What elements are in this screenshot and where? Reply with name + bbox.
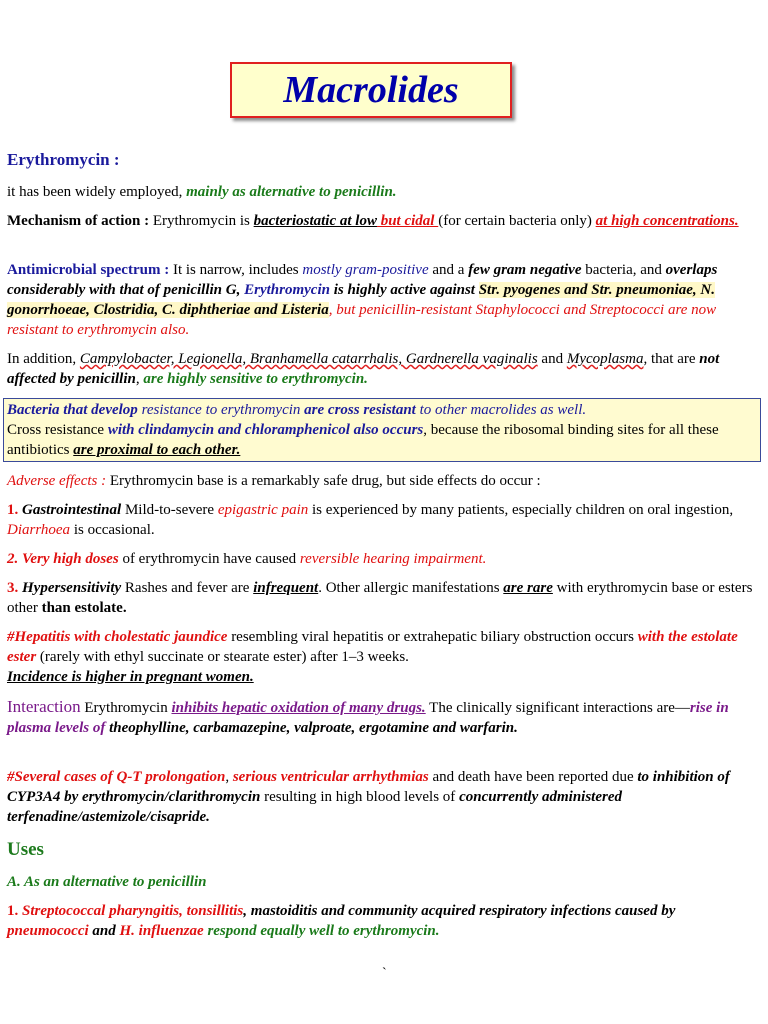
- uses-subheading: A. As an alternative to penicillin: [7, 874, 207, 890]
- adverse-item-2: 2. Very high doses of erythromycin have caused reversible hearing impairment.: [7, 551, 487, 567]
- title-box: [230, 62, 512, 118]
- adverse-item-3: 3. Hypersensitivity Rashes and fever are infrequent. Other allergic manifestations are rare with erythromycin base or esters other than estolate.: [7, 580, 753, 616]
- paragraph-usage: it has been widely employed, mainly as alternative to penicillin.: [7, 184, 397, 200]
- paragraph-addition: In addition, Campylobacter, Legionella, Branhamella catarrhalis, Gardnerella vaginalis and Mycoplasma, that are not affected by penicillin, are highly sensitive to erythromycin.: [7, 351, 720, 387]
- page-title: Macrolides: [283, 69, 459, 111]
- paragraph-hepatitis: #Hepatitis with cholestatic jaundice resembling viral hepatitis or extrahepatic biliary obstruction occurs with the estolate ester (rarely with ethyl succinate or stearate ester) after 1–3 weeks. Incidence is higher in pregnant women.: [7, 629, 738, 685]
- paragraph-spectrum: Antimicrobial spectrum : It is narrow, includes mostly gram-positive and a few gram negative bacteria, and overlaps considerably with that of penicillin G, Erythromycin is highly active against Str. pyogenes and Str. pneumoniae, N. gonorrhoeae, Clostridia, C. diphtheriae and Listeria, but penicillin-resistant Staphylococci and Streptococci are now resistant to erythromycin also.: [7, 262, 718, 338]
- use-item-1: 1. Streptococcal pharyngitis, tonsillitis, mastoiditis and community acquired respiratory infections caused by pneumococci and H. influenzae respond equally well to erythromycin.: [7, 903, 676, 939]
- paragraph-interaction: Interaction Erythromycin inhibits hepatic oxidation of many drugs. The clinically significant interactions are—rise in plasma levels of theophylline, carbamazepine, valproate, ergotamine and warfarin.: [7, 697, 729, 736]
- paragraph-mechanism: Mechanism of action : Erythromycin is bacteriostatic at low but cidal (for certain bacteria only) at high concentrations.: [7, 213, 739, 229]
- uses-heading: Uses: [7, 839, 44, 860]
- paragraph-cross-resistance: Bacteria that develop resistance to erythromycin are cross resistant to other macrolides as well. Cross resistance with clindamycin and chloramphenicol also occurs, because the ribosomal binding sites for all these antibiotics are proximal to each other.: [7, 402, 719, 458]
- adverse-item-1: 1. Gastrointestinal Mild-to-severe epigastric pain is experienced by many patients, especially children on oral ingestion, Diarrhoea is occasional.: [7, 502, 734, 538]
- paragraph-adverse-effects: Adverse effects : Erythromycin base is a remarkably safe drug, but side effects do occur :: [7, 473, 541, 489]
- paragraph-qt-prolongation: #Several cases of Q-T prolongation, serious ventricular arrhythmias and death have been reported due to inhibition of CYP3A4 by erythromycin/clarithromycin resulting in high blood levels of concurrently administered terfenadine/astemizole/cisapride.: [7, 769, 730, 825]
- erythromycin-heading: Erythromycin :: [7, 150, 120, 169]
- footer-mark: `: [382, 966, 387, 981]
